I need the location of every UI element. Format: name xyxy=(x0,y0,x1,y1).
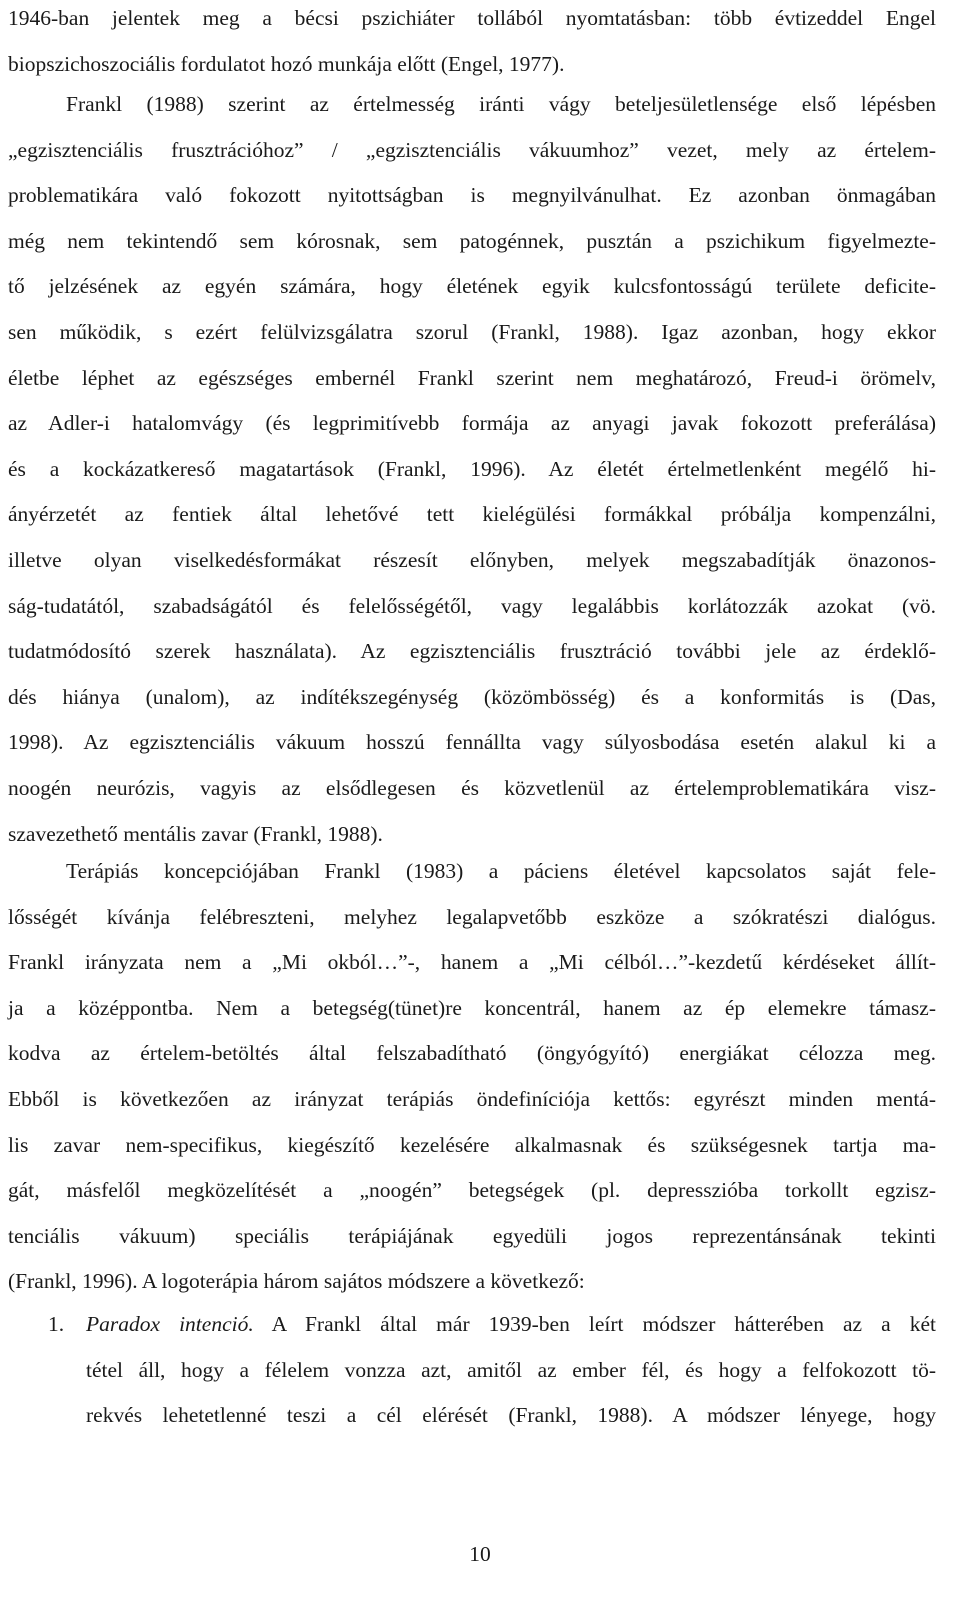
text-line: gát, másfelől megközelítését a „noogén” betegségek (pl. depresszióba torkollt egzisz- xyxy=(8,1178,936,1203)
text-line: életbe léphet az egészséges embernél Frankl szerint nem meghatározó, Freud-i örömelv, xyxy=(8,365,936,390)
text-line: „egzisztenciális frusztrációhoz” / „egzisztenciális vákuumhoz” vezet, mely az értelem- xyxy=(8,137,936,162)
paragraph-therapy-concept xyxy=(8,849,936,1305)
text-line: 1946-ban jelentek meg a bécsi pszichiáter tollából nyomtatásban: több évtizeddel Engel xyxy=(8,6,936,30)
text-line: Terápiás koncepciójában Frankl (1983) a páciens életével kapcsolatos saját fele- xyxy=(66,859,936,883)
paragraph-existential-frustration xyxy=(8,82,936,857)
list-item-text: A Frankl által már 1939-ben leírt módszer hátterében az a két xyxy=(253,1312,936,1336)
text-line: Frankl (1988) szerint az értelmesség iránti vágy beteljesületlensége első lépésben xyxy=(66,92,936,116)
text-line: biopszichoszociális fordulatot hozó munkája előtt (Engel, 1977). xyxy=(8,51,565,76)
text-line: ányérzetét az fentiek által lehetővé tett kielégülési formákkal próbálja kompenzálni, xyxy=(8,502,936,527)
text-line: tő jelzésének az egyén számára, hogy életének egyik kulcsfontosságú területe deficite- xyxy=(8,274,936,299)
text-line: lis zavar nem-specifikus, kiegészítő kezelésére alkalmasnak és szükségesnek tartja ma- xyxy=(8,1132,936,1157)
text-line: sen működik, s ezért felülvizsgálatra szorul (Frankl, 1988). Igaz azonban, hogy ekkor xyxy=(8,319,936,344)
text-line: lősségét kívánja felébreszteni, melyhez legalapvetőbb eszköze a szókratészi dialógus. xyxy=(8,904,936,929)
text-line: tétel áll, hogy a félelem vonzza azt, amitől az ember fél, és hogy a felfokozott tö- xyxy=(86,1357,936,1382)
page-number: 10 xyxy=(469,1542,491,1566)
text-line: az Adler-i hatalomvágy (és legprimitívebb formája az anyagi javak fokozott preferálása) xyxy=(8,411,936,436)
text-line: rekvés lehetetlenné teszi a cél elérését (Frankl, 1988). A módszer lényege, hogy xyxy=(86,1403,936,1428)
paragraph-continuation xyxy=(8,0,936,87)
list-item-title: Paradox intenció. xyxy=(86,1312,254,1336)
text-line: kodva az értelem-betöltés által felszabadítható (öngyógyító) energiákat célozza meg. xyxy=(8,1041,936,1066)
text-line: noogén neurózis, vagyis az elsődlegesen és közvetlenül az értelemproblematikára visz- xyxy=(8,775,936,800)
text-line: illetve olyan viselkedésformákat részesít előnyben, melyek megszabadítják önazonos- xyxy=(8,547,936,572)
text-line: tudatmódosító szerek használata). Az egzisztenciális frusztráció további jele az érdeklő- xyxy=(8,639,936,664)
text-line: még nem tekintendő sem kórosnak, sem patogénnek, pusztán a pszichikum figyelmezte- xyxy=(8,228,936,253)
text-line: 1998). Az egzisztenciális vákuum hosszú fennállta vagy súlyosbodása esetén alakul ki a xyxy=(8,730,936,755)
text-line: és a kockázatkereső magatartások (Frankl, 1996). Az életét értelmetlenként megélő hi- xyxy=(8,456,936,481)
text-line: problematikára való fokozott nyitottságban is megnyilvánulhat. Ez azonban önmagában xyxy=(8,183,936,208)
text-line: Frankl irányzata nem a „Mi okból…”-, hanem a „Mi célból…”-kezdetű kérdéseket állít- xyxy=(8,950,936,975)
text-line: ság-tudatától, szabadságától és felelősségétől, vagy legalábbis korlátozzák azokat (vö. xyxy=(8,593,936,618)
list-item-paradox-intention xyxy=(8,1302,936,1439)
text-line: (Frankl, 1996). A logoterápia három sajátos módszere a következő: xyxy=(8,1269,585,1294)
text-line: Ebből is következően az irányzat terápiás öndefiníciója kettős: egyrészt minden mentá- xyxy=(8,1086,936,1111)
text-line: tenciális vákuum) speciális terápiájának egyedüli jogos reprezentánsának tekinti xyxy=(8,1223,936,1248)
list-item-number: 1. xyxy=(48,1312,65,1336)
text-line: dés hiánya (unalom), az indítékszegénység (közömbösség) és a konformitás is (Das, xyxy=(8,684,936,709)
text-line xyxy=(86,1302,936,1348)
text-line: ja a középpontba. Nem a betegség(tünet)re koncentrál, hanem az ép elemekre támasz- xyxy=(8,995,936,1020)
text-line: szavezethető mentális zavar (Frankl, 1988). xyxy=(8,821,383,846)
